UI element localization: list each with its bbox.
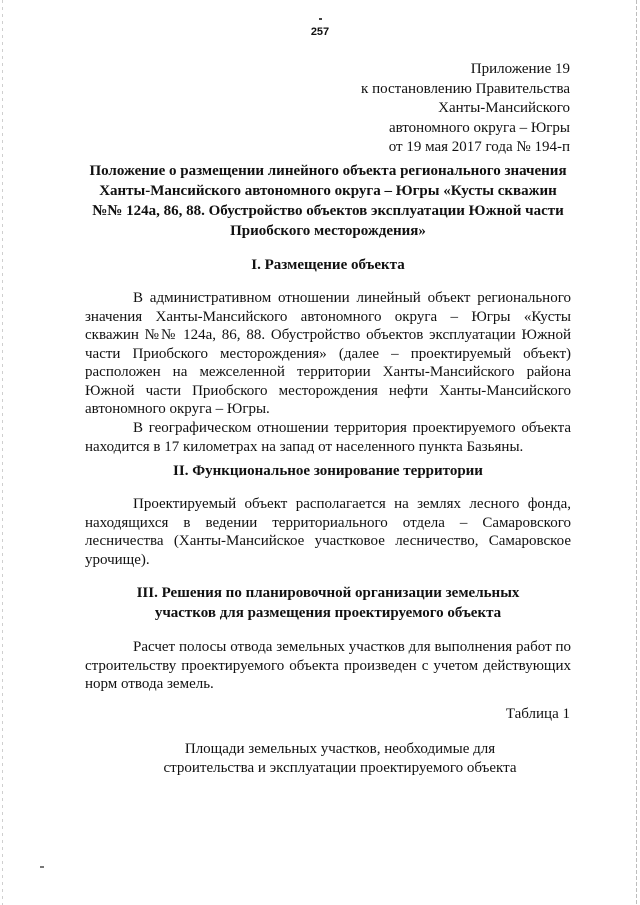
title-line: Ханты-Мансийского автономного округа – Югры «Кусты скважин — [99, 183, 557, 199]
document-title — [78, 161, 578, 241]
appendix-line: к постановлению Правительства — [361, 80, 570, 97]
heading-line: I. Размещение объекта — [251, 257, 405, 273]
title-line: Приобского месторождения» — [230, 223, 426, 239]
scan-edge-left — [2, 0, 3, 905]
section-3-paragraph-1: Расчет полосы отвода земельных участков для выполнения работ по строительству проектируемого объекта произведен с учетом действующих норм отвода земель. — [85, 639, 571, 692]
section-2-paragraph-1: Проектируемый объект располагается на землях лесного фонда, находящихся в ведении территориального отдела – Самаровского лесничества (Ханты-Мансийское участковое лесничество, Самаровское урочище). — [85, 496, 571, 568]
title-line: №№ 124а, 86, 88. Обустройство объектов эксплуатации Южной части — [92, 203, 564, 219]
section-1-paragraph-2: В географическом отношении территория проектируемого объекта находится в 17 километрах на запад от населенного пункта Базьяны. — [85, 420, 571, 455]
heading-line: II. Функциональное зонирование территории — [173, 463, 483, 479]
section-heading-3 — [78, 583, 578, 623]
section-1-paragraph-1: В административном отношении линейный объект регионального значения Ханты-Мансийского автономного округа – Югры «Кусты скважин №№ 124а, 86, 88. Обустройство объектов эксплуатации Южной части Приобского месторождения» (далее – проектируемый объект) расположен на межселенной территории Ханты-Мансийского района Южной части Приобского месторождения нефти Ханты-Мансийского автономного округа – Югры. — [85, 290, 571, 417]
heading-line: III. Решения по планировочной организации земельных — [136, 585, 520, 601]
heading-line: участков для размещения проектируемого объекта — [154, 605, 502, 621]
section-heading-1 — [78, 255, 578, 275]
table-title — [110, 740, 570, 778]
section-heading-2 — [78, 461, 578, 481]
scan-speck — [319, 18, 322, 20]
appendix-line: от 19 мая 2017 года № 194-п — [388, 139, 570, 155]
page-number: 257 — [310, 26, 330, 38]
table-caption: Таблица 1 — [505, 706, 570, 722]
appendix-line: автономного округа – Югры — [388, 119, 570, 136]
appendix-line: Ханты-Мансийского — [438, 100, 570, 116]
appendix-line: Приложение 19 — [470, 61, 570, 77]
scan-edge-right — [636, 0, 637, 905]
scan-mark — [40, 866, 44, 868]
title-line: Положение о размещении линейного объекта регионального значения — [89, 163, 567, 179]
table-title-line: строительства и эксплуатации проектируемого объекта — [163, 760, 517, 776]
appendix-block — [270, 60, 570, 158]
table-title-line: Площади земельных участков, необходимые для — [184, 741, 496, 757]
